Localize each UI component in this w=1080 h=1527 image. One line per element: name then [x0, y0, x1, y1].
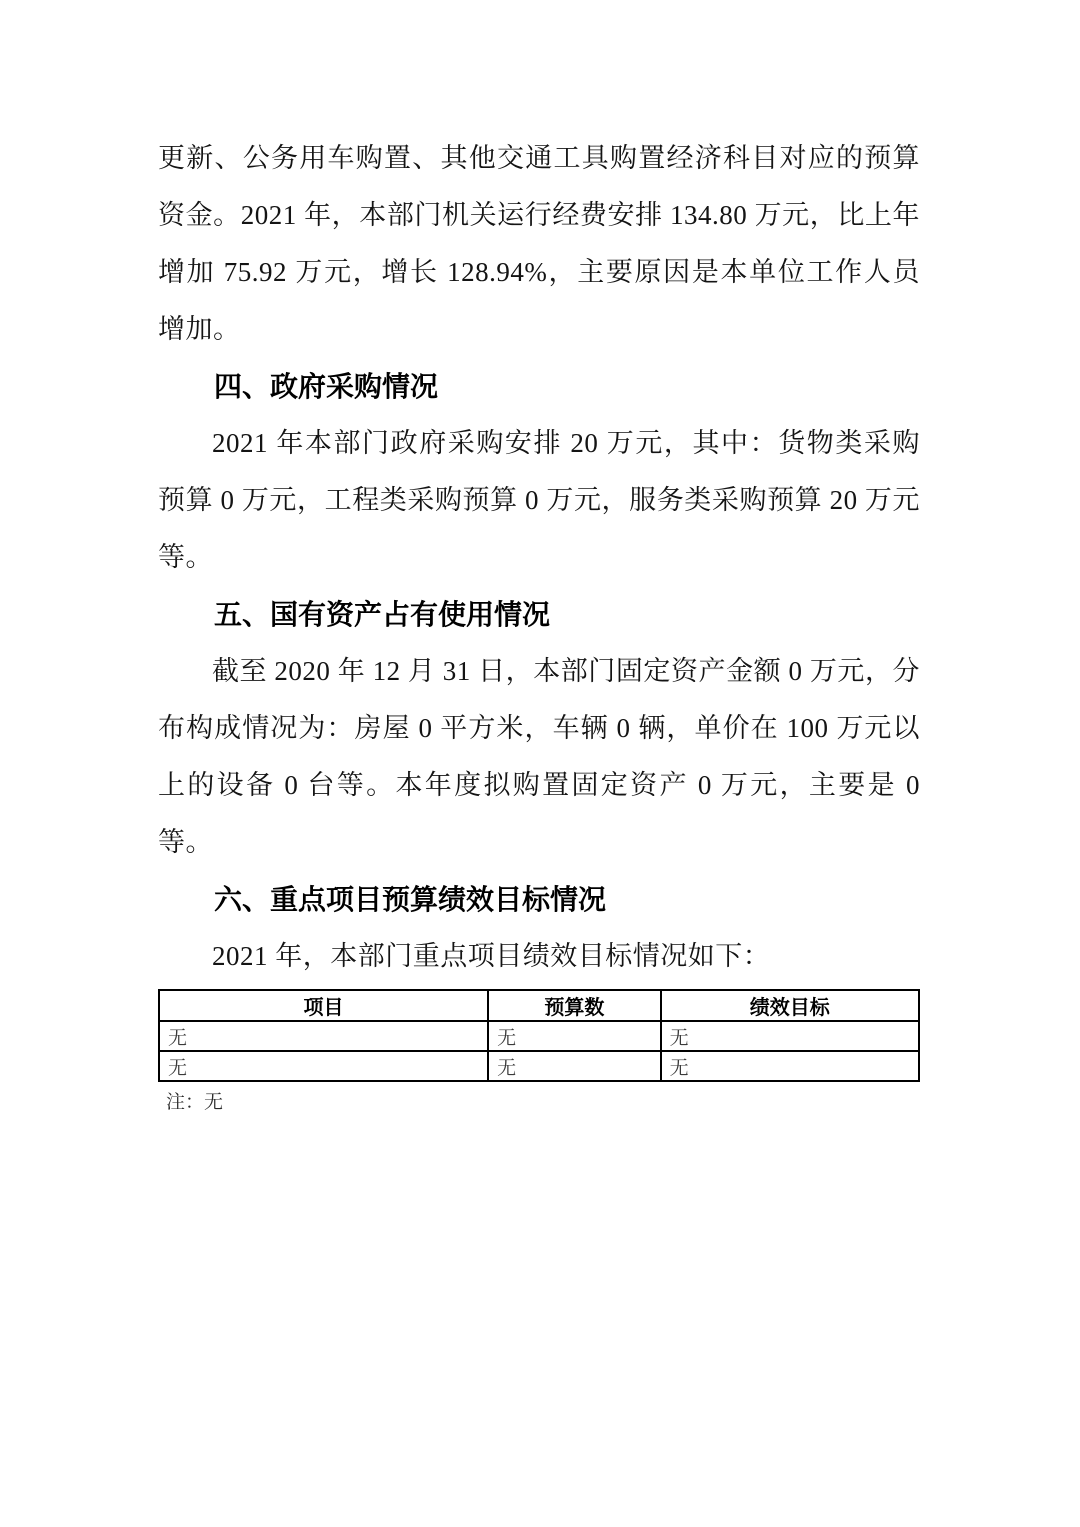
table-header-row: [159, 990, 919, 1021]
table-header-budget-amount: 预算数: [488, 990, 661, 1021]
table-cell-performance-target: 无: [661, 1021, 919, 1051]
section-heading-state-assets: 五、国有资产占有使用情况: [214, 599, 551, 630]
table-cell-performance-target: 无: [661, 1051, 919, 1081]
paragraph-operating-expenses: 更新、公务用车购置、其他交通工具购置经济科目对应的预算资金。2021 年，本部门机关运行经费安排 134.80 万元，比上年增加 75.92 万元，增长 128.94%，主要原因是本单位工作人员增加。: [158, 143, 920, 344]
paragraph-state-assets: 截至 2020 年 12 月 31 日，本部门固定资产金额 0 万元，分布构成情况为：房屋 0 平方米，车辆 0 辆，单价在 100 万元以上的设备 0 台等。本年度拟购置固定资产 0 万元，主要是 0 等。: [158, 656, 920, 857]
table-row: [159, 1051, 919, 1081]
table-cell-project: 无: [159, 1051, 488, 1081]
table-header-performance-target: 绩效目标: [661, 990, 919, 1021]
table-note: 注：无: [166, 1092, 224, 1113]
paragraph-government-procurement: 2021 年本部门政府采购安排 20 万元，其中：货物类采购预算 0 万元，工程类采购预算 0 万元，服务类采购预算 20 万元等。: [158, 428, 920, 572]
performance-target-table: [158, 989, 920, 1082]
table-cell-budget-amount: 无: [488, 1051, 661, 1081]
section-heading-government-procurement: 四、政府采购情况: [214, 371, 439, 402]
document-content: [158, 0, 920, 1117]
section-heading-key-project-performance: 六、重点项目预算绩效目标情况: [214, 884, 607, 915]
table-cell-budget-amount: 无: [488, 1021, 661, 1051]
table-cell-project: 无: [159, 1021, 488, 1051]
table-header-project: 项目: [159, 990, 488, 1021]
paragraph-key-project-performance: 2021 年，本部门重点项目绩效目标情况如下：: [212, 941, 771, 971]
table-row: [159, 1021, 919, 1051]
